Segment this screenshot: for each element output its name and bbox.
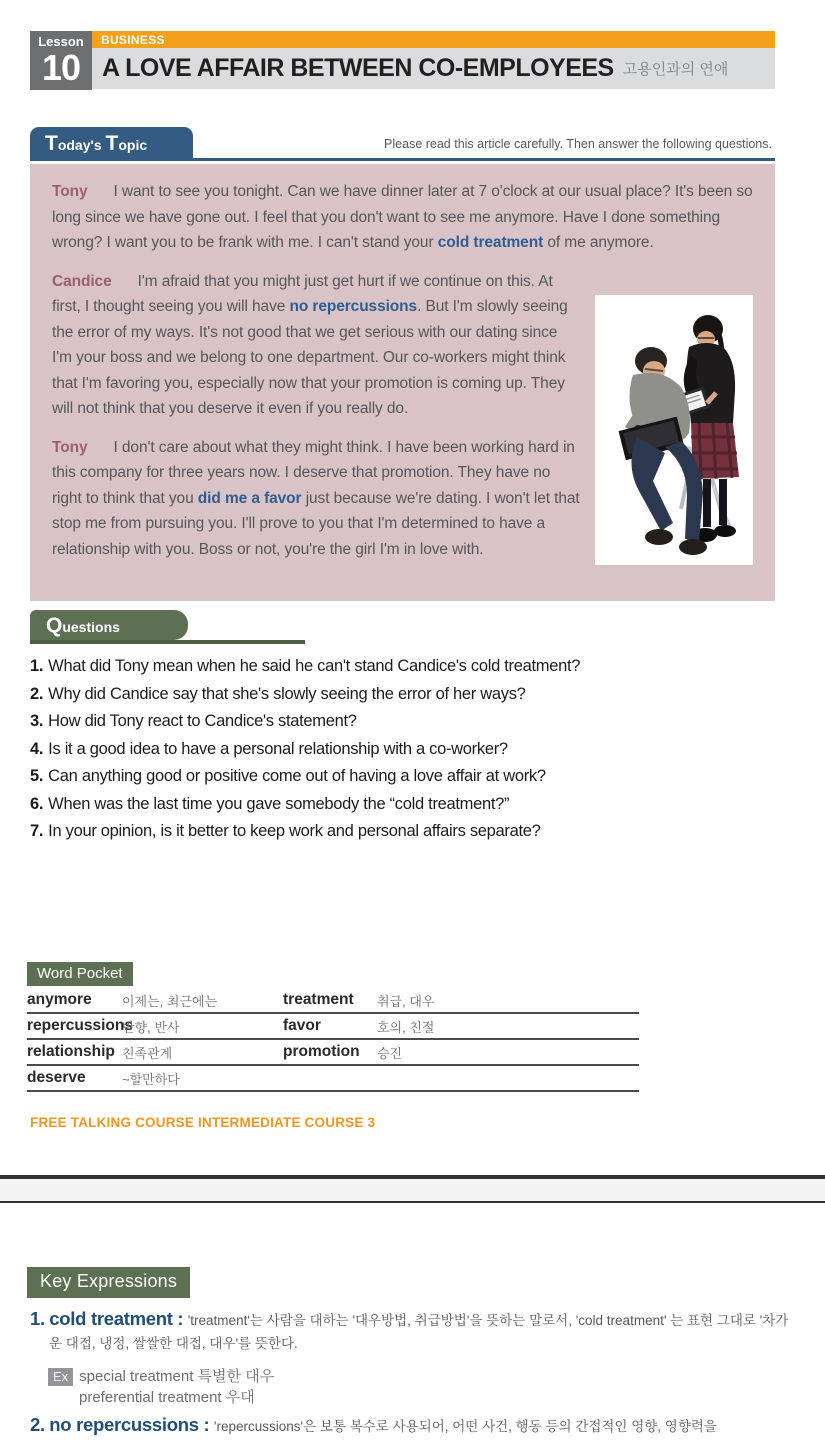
question-number: 7. bbox=[30, 822, 44, 840]
questions-tab bbox=[30, 610, 188, 640]
page-separator bbox=[0, 1175, 825, 1203]
category-bar bbox=[92, 31, 775, 48]
question-number: 3. bbox=[30, 712, 44, 730]
photo-coworkers bbox=[595, 295, 753, 565]
question-item bbox=[30, 818, 805, 846]
dialogue-panel bbox=[30, 164, 775, 601]
question-item bbox=[30, 736, 805, 764]
lesson-label: Lesson bbox=[38, 34, 84, 49]
vocab-meaning: 호의, 친절 bbox=[377, 1019, 435, 1035]
question-number: 2. bbox=[30, 684, 44, 703]
dialogue-text: I don't care about what they might think. I have been working hard in this company for three years now. I deserve that promotion. They have no right to think that you bbox=[52, 438, 575, 507]
example-text: preferential treatment 우대 bbox=[79, 1389, 255, 1406]
questions-list bbox=[30, 653, 805, 846]
table-row bbox=[27, 1066, 639, 1092]
vocab-meaning: 취급, 대우 bbox=[377, 993, 435, 1009]
highlighted-phrase: did me a favor bbox=[197, 489, 302, 507]
topic-tab-text: T bbox=[105, 132, 119, 155]
question-number: 6. bbox=[30, 794, 44, 813]
topic-tab-text: oday's bbox=[57, 137, 106, 153]
example-text: special treatment 특별한 대우 bbox=[79, 1368, 275, 1385]
question-item bbox=[30, 653, 805, 681]
question-item bbox=[30, 681, 805, 709]
lesson-title: A LOVE AFFAIR BETWEEN CO-EMPLOYEES bbox=[102, 54, 614, 82]
question-item bbox=[30, 708, 805, 736]
question-text: When was the last time you gave somebody the “cold treatment?” bbox=[48, 794, 510, 813]
key-expression-number: 2. bbox=[30, 1414, 45, 1435]
question-text: In your opinion, is it better to keep work and personal affairs separate? bbox=[48, 822, 541, 840]
key-expression-number: 1. bbox=[30, 1308, 45, 1329]
coworkers-illustration bbox=[595, 295, 753, 565]
vocab-word: deserve bbox=[27, 1069, 86, 1086]
vocab-word: anymore bbox=[27, 991, 92, 1008]
lesson-title-bar bbox=[92, 48, 775, 89]
table-row bbox=[27, 1014, 639, 1040]
question-text: Is it a good idea to have a personal relationship with a co-worker? bbox=[48, 739, 508, 758]
lesson-badge bbox=[30, 31, 92, 90]
highlighted-phrase: cold treatment bbox=[437, 234, 544, 251]
question-text: Can anything good or positive come out of having a love affair at work? bbox=[48, 767, 546, 785]
vocab-word: treatment bbox=[283, 991, 354, 1008]
question-number: 4. bbox=[30, 739, 44, 758]
example-badge: Ex bbox=[48, 1368, 73, 1386]
key-expression-item bbox=[30, 1413, 796, 1438]
vocab-meaning: 친족관계 bbox=[122, 1045, 173, 1061]
questions-rule bbox=[30, 640, 305, 644]
highlighted-phrase: no repercussions bbox=[289, 298, 418, 315]
key-expression-item bbox=[30, 1307, 796, 1355]
speaker-name: Candice bbox=[52, 272, 112, 290]
vocab-word: relationship bbox=[27, 1043, 115, 1060]
dialogue-text: I want to see you tonight. Can we have dinner later at 7 o'clock at our usual place? It's been so long since we have gone out. I feel that you don't want to see me anymore. Have I done something wrong? I want you to be frank with me. I can't stand your bbox=[52, 183, 753, 251]
topic-tab-text: T bbox=[45, 132, 58, 155]
question-number: 1. bbox=[30, 657, 44, 675]
key-expression-body: 'treatment'는 사람을 대하는 '대우방법, 취급방법'을 뜻하는 말로서, 'cold treatment' 는 표현 그대로 '차가운 대접, 냉정, 쌀쌀한 대접, 대우'를 뜻한다. bbox=[49, 1313, 789, 1351]
lesson-title-korean: 고용인과의 연애 bbox=[622, 61, 729, 78]
vocab-meaning: 승진 bbox=[377, 1045, 403, 1061]
vocab-meaning: ~할만하다 bbox=[122, 1071, 180, 1087]
question-text: Why did Candice say that she's slowly seeing the error of her ways? bbox=[48, 684, 526, 703]
vocab-meaning: 이제는, 최근에는 bbox=[122, 993, 218, 1009]
course-footer: FREE TALKING COURSE INTERMEDIATE COURSE 3 bbox=[30, 1115, 376, 1130]
word-pocket-label: Word Pocket bbox=[27, 962, 133, 986]
todays-topic-tab bbox=[30, 127, 193, 158]
dialogue-paragraph bbox=[52, 179, 753, 256]
category-label: BUSINESS bbox=[101, 33, 165, 47]
dialogue-text: I'm afraid that you might just get hurt if we continue on this. At first, I thought seeing you will have bbox=[52, 272, 553, 315]
dialogue-text: just because we're dating. I won't let that stop me from pursuing you. I'll prove to you that I'm determined to have a relationship with you. Boss or not, you're the girl I'm in love with. bbox=[52, 489, 580, 558]
topic-tab-text: opic bbox=[118, 137, 148, 153]
vocab-meaning: 반향, 반사 bbox=[122, 1019, 180, 1035]
speaker-name: Tony bbox=[52, 183, 88, 200]
key-expression-term: no repercussions : bbox=[49, 1414, 210, 1435]
dialogue-paragraph bbox=[52, 269, 753, 422]
questions-tab-text: Q bbox=[46, 614, 63, 637]
table-row bbox=[27, 1040, 639, 1066]
topic-instruction: Please read this article carefully. Then answer the following questions. bbox=[384, 137, 772, 151]
topic-rule bbox=[30, 158, 775, 161]
questions-tab-text: uestions bbox=[62, 619, 120, 635]
vocab-word: repercussions bbox=[27, 1017, 133, 1034]
vocab-word: favor bbox=[283, 1017, 321, 1034]
vocab-word: promotion bbox=[283, 1043, 360, 1060]
key-expression-term: cold treatment : bbox=[49, 1308, 184, 1329]
dialogue-text: of me anymore. bbox=[543, 234, 654, 251]
speaker-name: Tony bbox=[52, 438, 88, 456]
question-item bbox=[30, 763, 805, 791]
table-row bbox=[27, 988, 639, 1014]
question-item bbox=[30, 791, 805, 819]
lesson-number: 10 bbox=[41, 47, 81, 88]
key-expressions-label: Key Expressions bbox=[27, 1267, 190, 1298]
key-expression-body: 'repercussions'은 보통 복수로 사용되어, 어떤 사건, 행동 등의 간접적인 영향, 영향력을 bbox=[213, 1419, 717, 1434]
question-text: How did Tony react to Candice's statement? bbox=[48, 712, 357, 730]
dialogue-text: . But I'm slowly seeing the error of my ways. It's not good that we get serious with our dating since I'm your boss and we belong to one department. Our co-workers might think that I'm favoring you, especially now that your promotion is coming up. They will not think that you deserve it even if you really do. bbox=[52, 298, 568, 417]
word-pocket-table bbox=[27, 988, 639, 1092]
example-block bbox=[48, 1366, 274, 1408]
question-number: 5. bbox=[30, 767, 44, 785]
question-text: What did Tony mean when he said he can't stand Candice's cold treatment? bbox=[48, 657, 581, 675]
